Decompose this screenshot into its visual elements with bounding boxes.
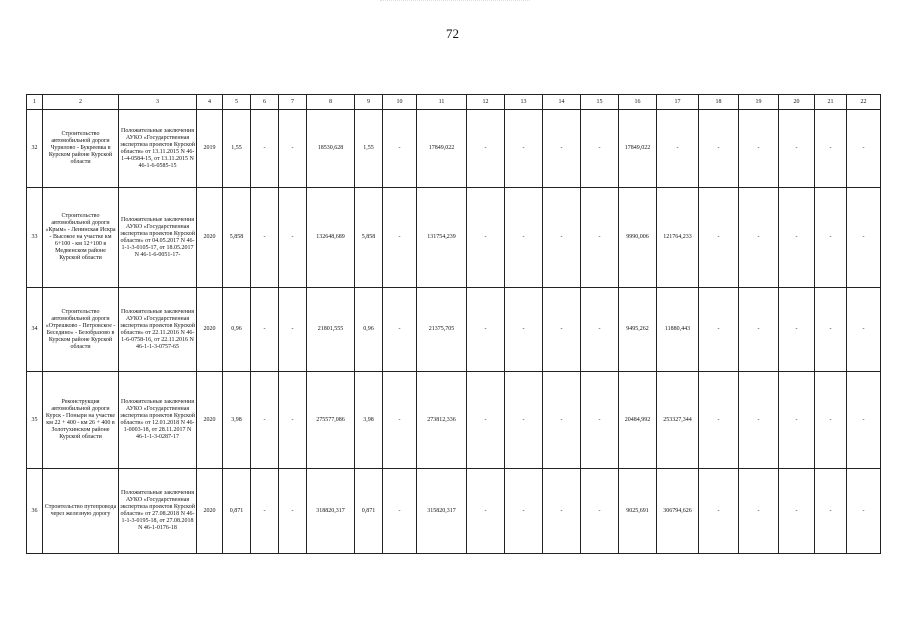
- value-cell-c15: -: [581, 288, 619, 372]
- value-cell-c20: -: [779, 372, 815, 469]
- value-cell-c11: 315820,317: [417, 469, 467, 554]
- value-cell-c19: -: [739, 110, 779, 188]
- value-cell-c18: -: [699, 372, 739, 469]
- scan-edge-mark: [380, 0, 530, 2]
- value-cell-c8: 275577,086: [307, 372, 355, 469]
- value-cell-c21: -: [815, 188, 847, 288]
- value-cell-c14: -: [543, 110, 581, 188]
- value-cell-c10: -: [383, 288, 417, 372]
- object-name-cell: Реконструкция автомобильной дороги Курск - Поныри на участке км 22 + 400 - км 26 + 400 в Золотухинском районе Курской области: [43, 372, 119, 469]
- road-construction-table: [26, 94, 881, 554]
- column-number-header: 6: [251, 95, 279, 110]
- value-cell-c8: 18530,628: [307, 110, 355, 188]
- value-cell-c18: -: [699, 110, 739, 188]
- value-cell-c16: 20484,992: [619, 372, 657, 469]
- row-number-cell: 32: [27, 110, 43, 188]
- value-cell-c4: 2020: [197, 469, 223, 554]
- value-cell-c19: -: [739, 188, 779, 288]
- column-number-header: 7: [279, 95, 307, 110]
- table-row: [27, 188, 881, 288]
- value-cell-c9: 5,858: [355, 188, 383, 288]
- column-number-header: 21: [815, 95, 847, 110]
- value-cell-c17: 121764,233: [657, 188, 699, 288]
- value-cell-c9: 0,96: [355, 288, 383, 372]
- table-row: [27, 372, 881, 469]
- value-cell-c12: -: [467, 110, 505, 188]
- value-cell-c4: 2019: [197, 110, 223, 188]
- value-cell-c20: -: [779, 469, 815, 554]
- value-cell-c10: -: [383, 372, 417, 469]
- value-cell-c12: -: [467, 288, 505, 372]
- value-cell-c5: 5,858: [223, 188, 251, 288]
- value-cell-c6: -: [251, 110, 279, 188]
- value-cell-c22: -: [847, 469, 881, 554]
- value-cell-c10: -: [383, 110, 417, 188]
- value-cell-c19: -: [739, 372, 779, 469]
- object-name-cell: Строительство автомобильной дороги Чурилово - Букреевка в Курском районе Курской области: [43, 110, 119, 188]
- value-cell-c5: 0,96: [223, 288, 251, 372]
- column-number-header: 1: [27, 95, 43, 110]
- table-row: [27, 469, 881, 554]
- value-cell-c22: -: [847, 110, 881, 188]
- value-cell-c14: -: [543, 288, 581, 372]
- value-cell-c9: 0,871: [355, 469, 383, 554]
- value-cell-c5: 0,871: [223, 469, 251, 554]
- value-cell-c7: -: [279, 110, 307, 188]
- value-cell-c6: -: [251, 372, 279, 469]
- value-cell-c7: -: [279, 372, 307, 469]
- column-number-header: 18: [699, 95, 739, 110]
- value-cell-c9: 3,98: [355, 372, 383, 469]
- value-cell-c21: -: [815, 372, 847, 469]
- expertise-basis-cell: Положительные заключения АУКО «Государственная экспертиза проектов Курской области» от 27.08.2018 N 46-1-1-3-0195-18, от 27.08.2018 N 46-1-0176-18: [119, 469, 197, 554]
- value-cell-c9: 1,55: [355, 110, 383, 188]
- column-number-header: 16: [619, 95, 657, 110]
- value-cell-c18: -: [699, 288, 739, 372]
- column-number-header: 19: [739, 95, 779, 110]
- value-cell-c13: -: [505, 188, 543, 288]
- column-number-header: 8: [307, 95, 355, 110]
- expertise-basis-cell: Положительные заключения АУКО «Государственная экспертиза проектов Курской области» от 22.11.2016 N 46-1-6-0758-16, от 22.11.2016 N 46-1-1-3-0757-65: [119, 288, 197, 372]
- value-cell-c4: 2020: [197, 372, 223, 469]
- value-cell-c13: -: [505, 469, 543, 554]
- value-cell-c15: -: [581, 188, 619, 288]
- value-cell-c8: 318820,317: [307, 469, 355, 554]
- value-cell-c12: -: [467, 372, 505, 469]
- value-cell-c12: -: [467, 188, 505, 288]
- value-cell-c4: 2020: [197, 288, 223, 372]
- value-cell-c7: -: [279, 469, 307, 554]
- value-cell-c17: 11880,443: [657, 288, 699, 372]
- value-cell-c15: -: [581, 110, 619, 188]
- header-row: [27, 95, 881, 110]
- value-cell-c16: 9990,006: [619, 188, 657, 288]
- value-cell-c20: -: [779, 110, 815, 188]
- object-name-cell: Строительство путепровода через железную дорогу: [43, 469, 119, 554]
- expertise-basis-cell: Положительные заключения АУКО «Государственная экспертиза проектов Курской области» от 12.01.2018 N 46-1-0003-18, от 28.11.2017 N 46-1-1-3-0287-17: [119, 372, 197, 469]
- column-number-header: 11: [417, 95, 467, 110]
- column-number-header: 5: [223, 95, 251, 110]
- expertise-basis-cell: Положительные заключения АУКО «Государственная экспертиза проектов Курской области» от 13.11.2015 N 46-1-4-0584-15, от 13.11.2015 N 46-1-6-0585-15: [119, 110, 197, 188]
- value-cell-c11: 273812,336: [417, 372, 467, 469]
- value-cell-c8: 132648,689: [307, 188, 355, 288]
- column-number-header: 3: [119, 95, 197, 110]
- object-name-cell: Строительство автомобильной дороги «Отрешково - Петровское - Беседино» - Безобразово в Курском районе Курской области: [43, 288, 119, 372]
- value-cell-c15: -: [581, 372, 619, 469]
- value-cell-c20: -: [779, 288, 815, 372]
- value-cell-c10: -: [383, 188, 417, 288]
- object-name-cell: Строительство автомобильной дороги «Крым» - Ленинская Искра - Высокое на участке км 6+100 - км 12+100 в Медвенском районе Курской области: [43, 188, 119, 288]
- value-cell-c13: -: [505, 110, 543, 188]
- column-number-header: 14: [543, 95, 581, 110]
- value-cell-c11: 131754,239: [417, 188, 467, 288]
- column-number-header: 13: [505, 95, 543, 110]
- value-cell-c5: 1,55: [223, 110, 251, 188]
- row-number-cell: 36: [27, 469, 43, 554]
- column-number-header: 20: [779, 95, 815, 110]
- value-cell-c7: -: [279, 188, 307, 288]
- value-cell-c19: -: [739, 288, 779, 372]
- value-cell-c14: -: [543, 372, 581, 469]
- value-cell-c17: 306794,626: [657, 469, 699, 554]
- page-number: 72: [446, 26, 459, 41]
- value-cell-c13: -: [505, 372, 543, 469]
- value-cell-c20: -: [779, 188, 815, 288]
- row-number-cell: 35: [27, 372, 43, 469]
- value-cell-c6: -: [251, 469, 279, 554]
- value-cell-c17: -: [657, 110, 699, 188]
- column-number-header: 10: [383, 95, 417, 110]
- value-cell-c14: -: [543, 469, 581, 554]
- expertise-basis-cell: Положительные заключения АУКО «Государственная экспертиза проектов Курской области» от 04.05.2017 N 46-1-1-3-0105-17, от 18.05.2017 N 46-1-6-0051-17-: [119, 188, 197, 288]
- value-cell-c15: -: [581, 469, 619, 554]
- value-cell-c4: 2020: [197, 188, 223, 288]
- column-number-header: 4: [197, 95, 223, 110]
- column-number-header: 17: [657, 95, 699, 110]
- value-cell-c16: 17849,022: [619, 110, 657, 188]
- column-number-header: 22: [847, 95, 881, 110]
- column-number-header: 12: [467, 95, 505, 110]
- value-cell-c21: -: [815, 469, 847, 554]
- value-cell-c18: -: [699, 188, 739, 288]
- row-number-cell: 33: [27, 188, 43, 288]
- table-body: [27, 95, 881, 554]
- value-cell-c18: -: [699, 469, 739, 554]
- value-cell-c16: 9025,691: [619, 469, 657, 554]
- value-cell-c22: -: [847, 288, 881, 372]
- value-cell-c14: -: [543, 188, 581, 288]
- value-cell-c11: 17849,022: [417, 110, 467, 188]
- value-cell-c22: -: [847, 372, 881, 469]
- column-number-header: 15: [581, 95, 619, 110]
- value-cell-c6: -: [251, 188, 279, 288]
- value-cell-c17: 253327,344: [657, 372, 699, 469]
- value-cell-c22: -: [847, 188, 881, 288]
- table-row: [27, 110, 881, 188]
- value-cell-c13: -: [505, 288, 543, 372]
- value-cell-c8: 21801,555: [307, 288, 355, 372]
- column-number-header: 2: [43, 95, 119, 110]
- value-cell-c5: 3,98: [223, 372, 251, 469]
- value-cell-c7: -: [279, 288, 307, 372]
- table-row: [27, 288, 881, 372]
- value-cell-c10: -: [383, 469, 417, 554]
- row-number-cell: 34: [27, 288, 43, 372]
- value-cell-c19: -: [739, 469, 779, 554]
- value-cell-c11: 21375,705: [417, 288, 467, 372]
- column-number-header: 9: [355, 95, 383, 110]
- value-cell-c6: -: [251, 288, 279, 372]
- value-cell-c16: 9495,262: [619, 288, 657, 372]
- value-cell-c21: -: [815, 288, 847, 372]
- value-cell-c12: -: [467, 469, 505, 554]
- value-cell-c21: -: [815, 110, 847, 188]
